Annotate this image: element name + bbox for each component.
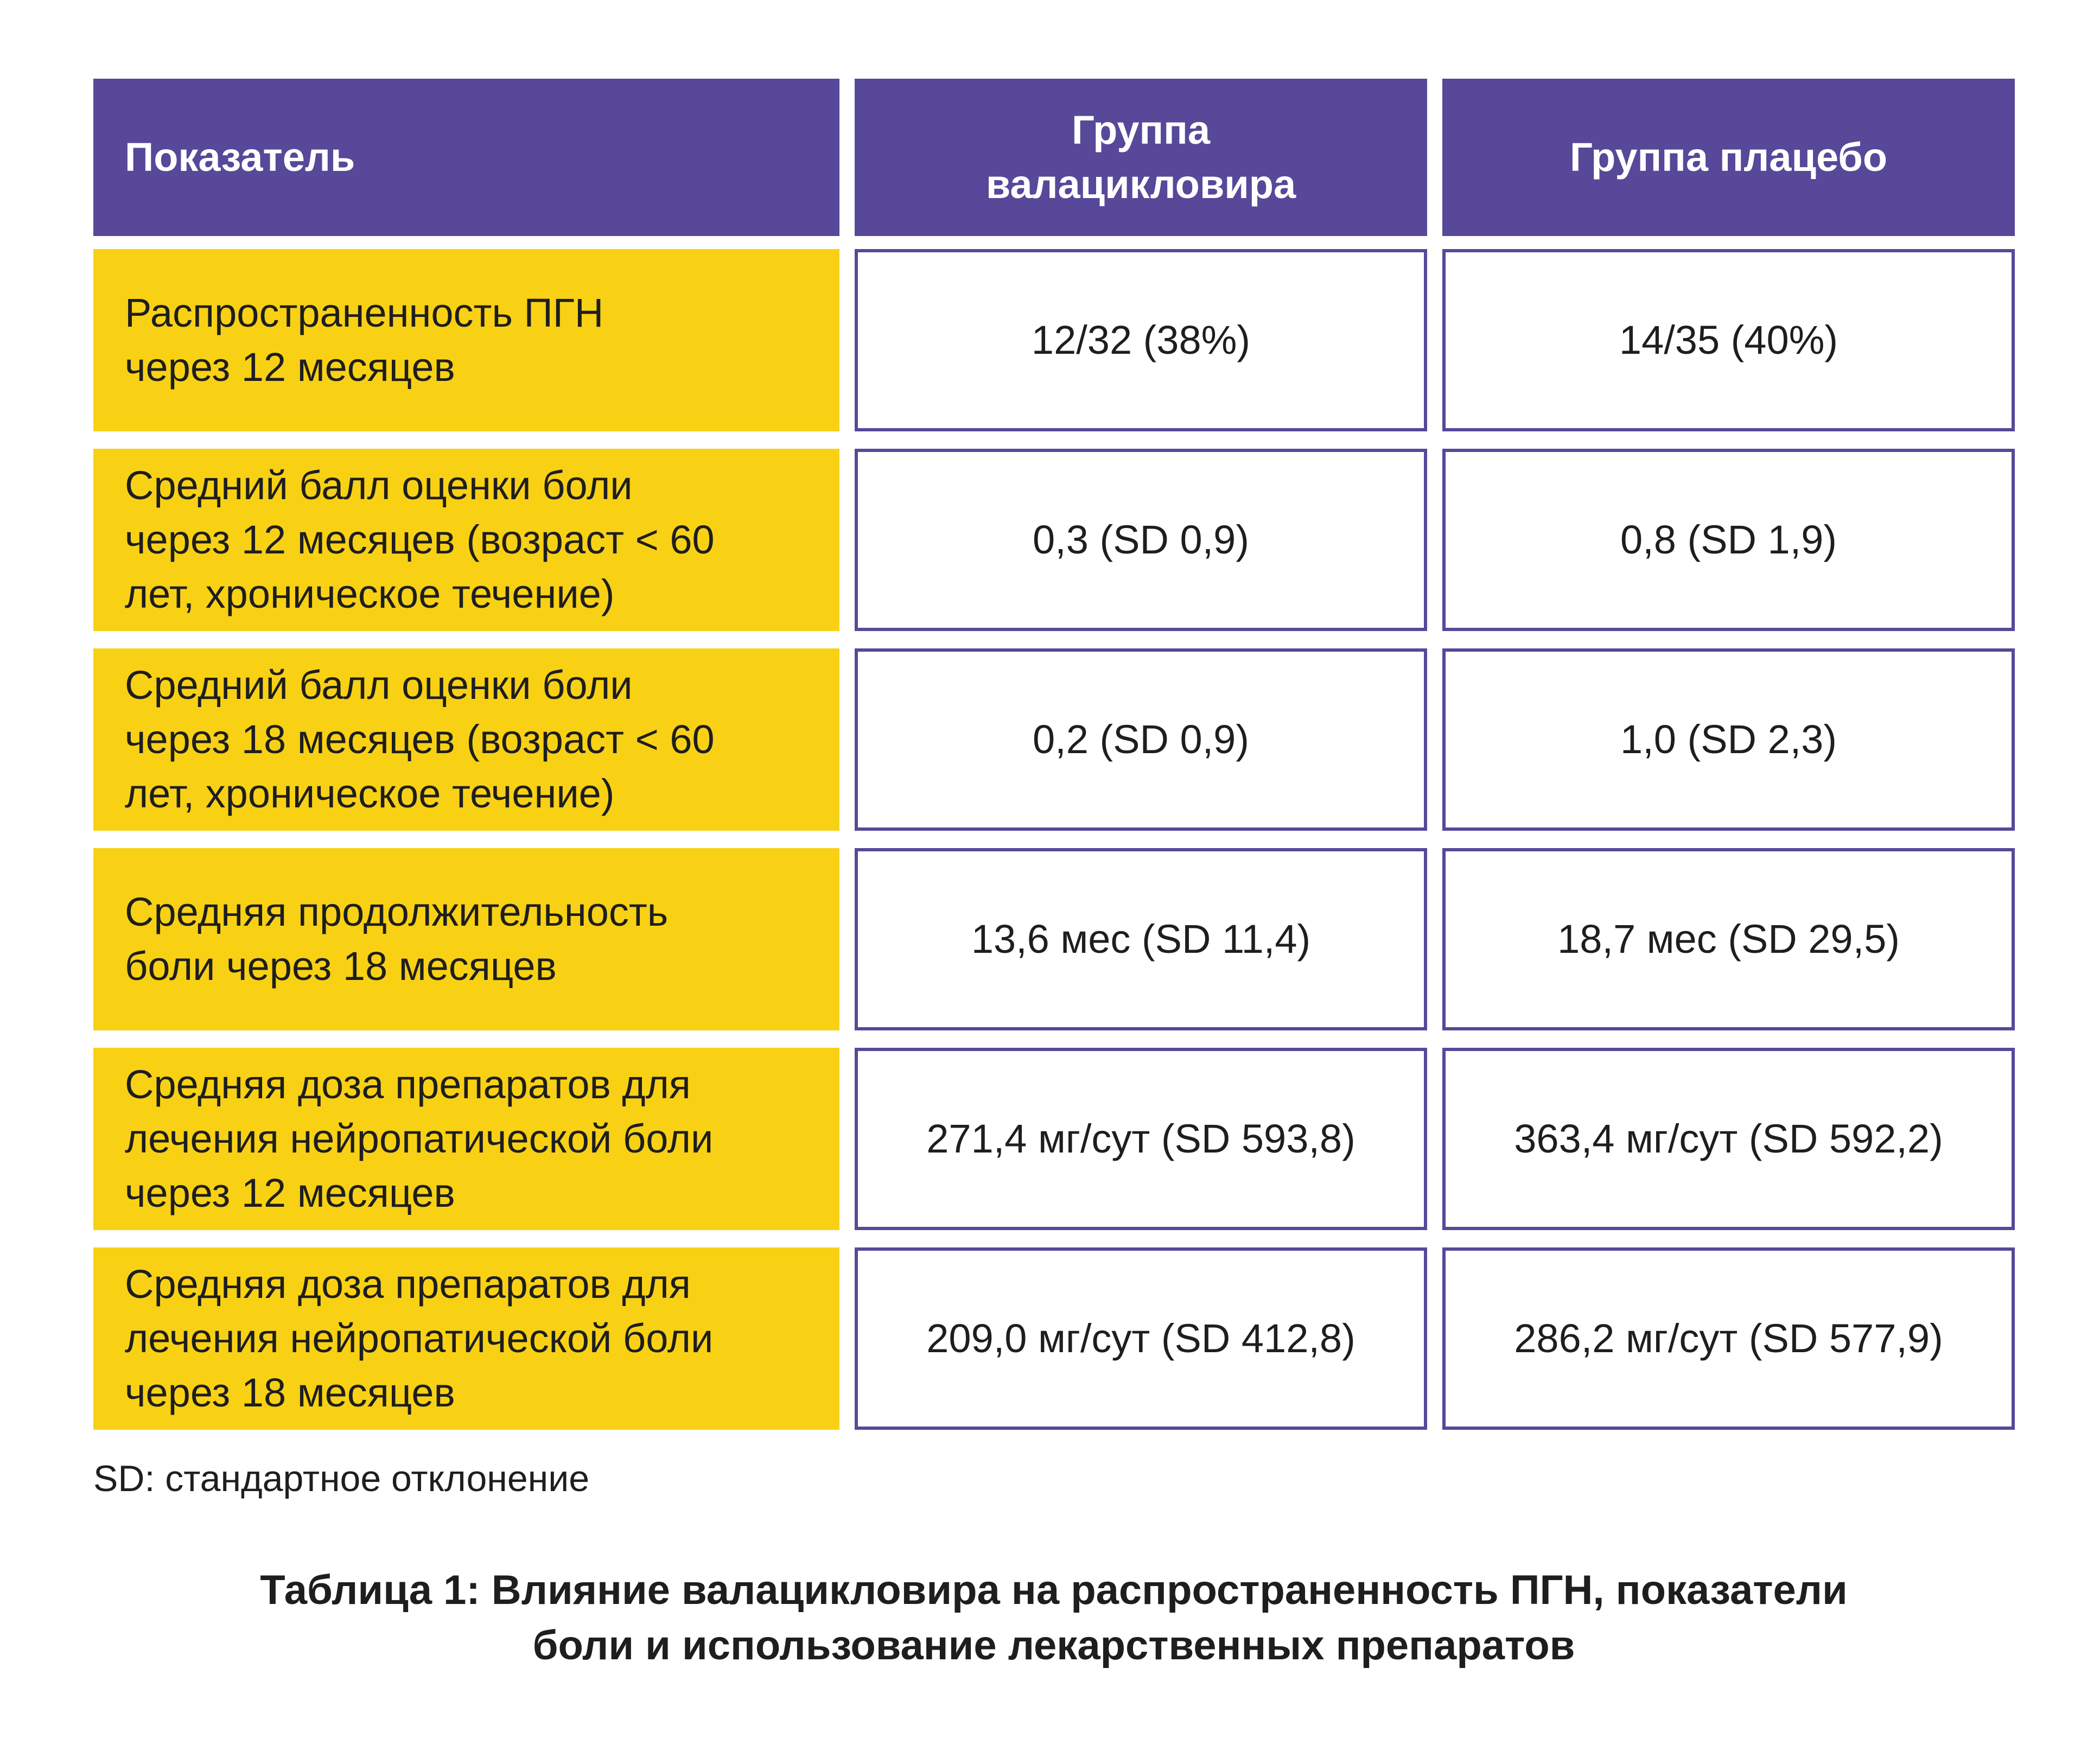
placebo-value: 363,4 мг/сут (SD 592,2) xyxy=(1442,1048,2015,1230)
table-row xyxy=(93,1048,2014,1230)
table-row xyxy=(93,449,2014,631)
valacyclovir-value: 0,3 (SD 0,9) xyxy=(855,449,1427,631)
row-label: Средняя доза препаратов для лечения нейропатической боли через 18 месяцев xyxy=(93,1247,839,1430)
placebo-value: 0,8 (SD 1,9) xyxy=(1442,449,2015,631)
row-label: Средняя продолжительность боли через 18 месяцев xyxy=(93,848,839,1030)
table-row xyxy=(93,648,2014,831)
valacyclovir-value: 13,6 мес (SD 11,4) xyxy=(855,848,1427,1030)
placebo-value: 1,0 (SD 2,3) xyxy=(1442,648,2015,831)
table-header-row xyxy=(93,79,2014,236)
valacyclovir-value: 209,0 мг/сут (SD 412,8) xyxy=(855,1247,1427,1430)
table-caption: Таблица 1: Влияние валацикловира на распространенность ПГН, показатели боли и использование лекарственных препаратов xyxy=(260,1567,1848,1669)
header-indicator-label: Показатель xyxy=(125,135,355,180)
header-indicator xyxy=(93,79,839,236)
valacyclovir-value: 271,4 мг/сут (SD 593,8) xyxy=(855,1048,1427,1230)
valacyclovir-value: 12/32 (38%) xyxy=(855,249,1427,431)
table-row xyxy=(93,249,2014,431)
footnote: SD: стандартное отклонение xyxy=(93,1458,590,1499)
valacyclovir-value: 0,2 (SD 0,9) xyxy=(855,648,1427,831)
row-label: Средний балл оценки боли через 12 месяцев (возраст < 60 лет, хроническое течение) xyxy=(93,449,839,631)
header-placebo-label: Группа плацебо xyxy=(1569,135,1888,180)
table-row xyxy=(93,1247,2014,1430)
header-valacyclovir xyxy=(855,79,1427,236)
row-label: Средний балл оценки боли через 18 месяцев (возраст < 60 лет, хроническое течение) xyxy=(93,648,839,831)
placebo-value: 286,2 мг/сут (SD 577,9) xyxy=(1442,1247,2015,1430)
header-placebo xyxy=(1442,79,2015,236)
placebo-value: 18,7 мес (SD 29,5) xyxy=(1442,848,2015,1030)
row-label: Средняя доза препаратов для лечения нейропатической боли через 12 месяцев xyxy=(93,1048,839,1230)
table-row xyxy=(93,848,2014,1030)
results-table xyxy=(93,79,2014,1447)
row-label: Распространенность ПГН через 12 месяцев xyxy=(93,249,839,431)
placebo-value: 14/35 (40%) xyxy=(1442,249,2015,431)
header-valacyclovir-label: Группа валацикловира xyxy=(985,107,1296,207)
